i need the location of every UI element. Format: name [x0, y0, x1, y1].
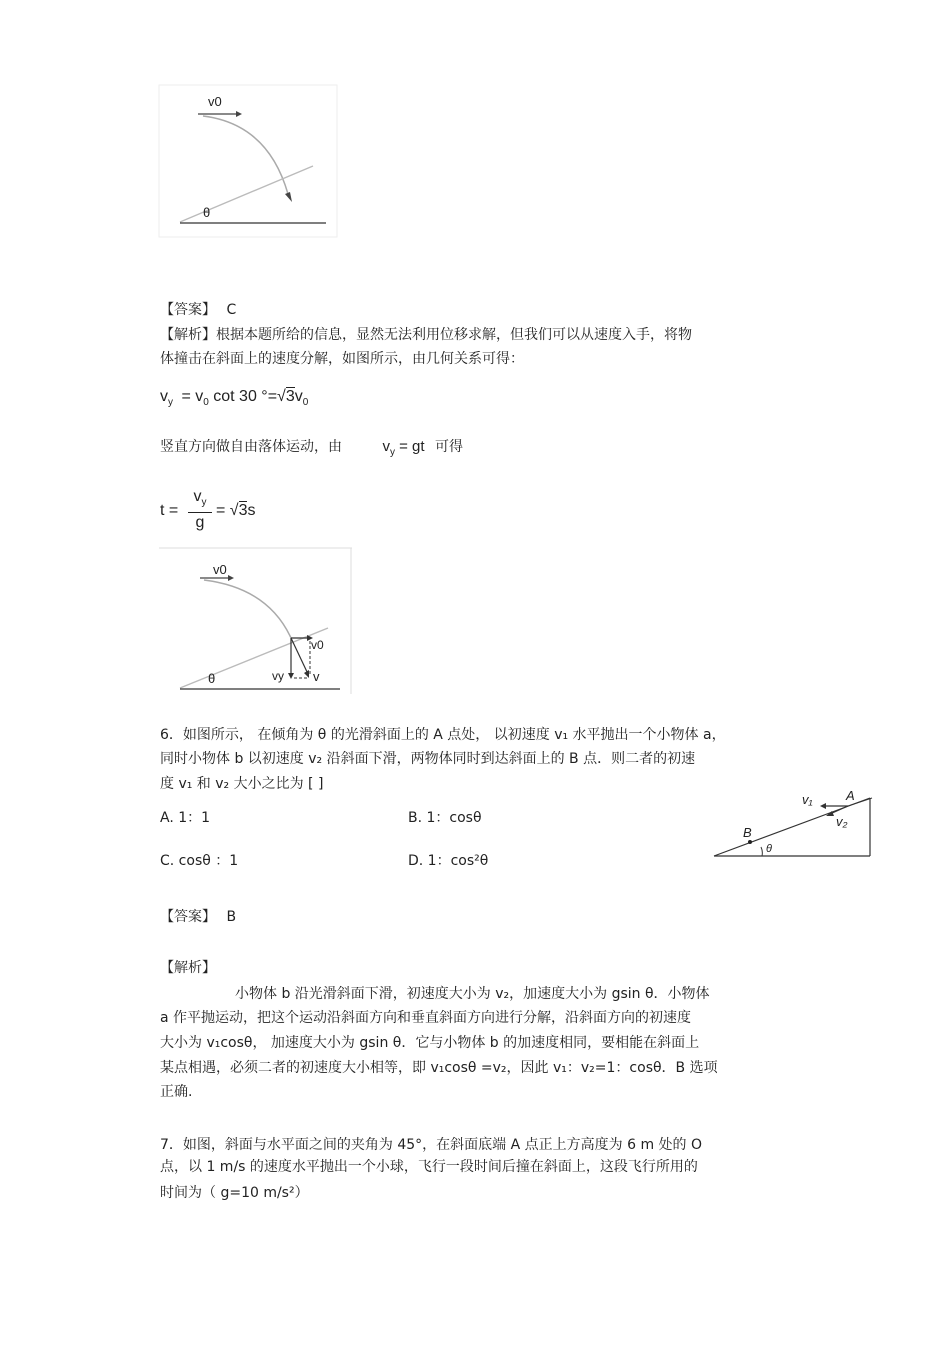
fig3-b-label: B	[743, 825, 752, 840]
fig2-theta-label: θ	[208, 671, 216, 686]
analysis-1-line1	[160, 326, 692, 344]
fig1-v0-label: v0	[208, 94, 222, 109]
sqrt-symbol-2: √	[229, 502, 239, 519]
analysis-2-label: 【解析】	[160, 960, 216, 976]
figure-incline-two-objects	[710, 784, 875, 860]
eq2-root: 3	[238, 502, 248, 519]
fig3-theta-label: θ	[766, 843, 772, 855]
freefall-eq-rest: = gt	[394, 438, 425, 455]
analysis-2-line2: a 作平抛运动，把这个运动沿斜面方向和垂直斜面方向进行分解，沿斜面方向的初速度	[160, 1010, 692, 1026]
q6-line3: 度 v₁ 和 v₂ 大小之比为 [ ]	[160, 776, 324, 792]
eq1-tail: v	[294, 388, 303, 405]
figure-velocity-decomposition	[158, 546, 354, 696]
eq2-num: v	[193, 488, 202, 505]
equation-vy	[160, 388, 308, 408]
q6-option-b: B. 1：cosθ	[408, 810, 482, 826]
eq2-fraction	[188, 488, 212, 533]
freefall-eq: v	[382, 438, 390, 455]
fig3-a-label: A	[846, 788, 855, 803]
q7-line1: 7．如图，斜面与水平面之间的夹角为 45°，在斜面底端 A 点正上方高度为 6 m 处的 O	[160, 1137, 703, 1153]
q6-option-a: A. 1：1	[160, 810, 211, 826]
eq2-eq: =	[216, 502, 226, 519]
answer-label: 【答案】	[160, 909, 216, 925]
eq2-num-sub: y	[201, 497, 207, 509]
freefall-eq-sub: y	[389, 447, 395, 458]
answer-label: 【答案】	[160, 302, 216, 318]
eq1-rest: cot 30 °=	[208, 388, 278, 405]
answer-1	[160, 301, 236, 319]
eq1-tail-sub: 0	[302, 397, 309, 409]
eq1-mid-sub: 0	[203, 397, 209, 409]
fig1-theta-label: θ	[203, 205, 211, 220]
analysis-2-line5: 正确.	[160, 1084, 193, 1100]
q6-option-c: C. cosθ ：1	[160, 853, 239, 869]
freefall-text: 竖直方向做自由落体运动，由	[160, 439, 342, 455]
eq2-den: g	[195, 514, 205, 532]
q6-line2: 同时小物体 b 以初速度 v₂ 沿斜面下滑，两物体同时到达斜面上的 B 点．则二者的初速	[160, 751, 696, 767]
analysis-2-line3: 大小为 v₁cosθ， 加速度大小为 gsin θ．它与小物体 b 的加速度相同，要相能在斜面上	[160, 1035, 700, 1051]
freefall-line	[160, 438, 463, 462]
answer-value: C	[226, 302, 237, 318]
answer-value: B	[226, 909, 237, 925]
eq2-t: t =	[160, 502, 179, 519]
analysis-label: 【解析】	[160, 327, 216, 343]
eq1-lhs-sub: y	[168, 397, 173, 409]
answer-2	[160, 908, 236, 926]
figure-projectile-incline	[158, 84, 340, 240]
fig3-v2-label: v₂	[836, 814, 848, 829]
analysis-1-line2: 体撞击在斜面上的速度分解，如图所示，由几何关系可得：	[160, 351, 524, 367]
q7-line3: 时间为（ g=10 m/s²）	[160, 1185, 309, 1201]
freefall-suffix: 可得	[435, 439, 464, 455]
fig2-v-label: v	[313, 669, 320, 684]
analysis-2-line4: 某点相遇，必须二者的初速度大小相等，即 v₁cosθ =v₂，因此 v₁：v₂=1：cosθ．B 选项	[160, 1060, 718, 1076]
eq1-lhs: v	[160, 388, 168, 405]
eq1-mid: = v	[181, 388, 204, 405]
q7-line2: 点，以 1 m/s 的速度水平抛出一个小球，飞行一段时间后撞在斜面上，这段飞行所用的	[160, 1159, 698, 1175]
eq1-root: 3	[285, 388, 295, 405]
q6-line1: 6．如图所示， 在倾角为 θ 的光滑斜面上的 A 点处， 以初速度 v₁ 水平抛出一个小物体 a，	[160, 727, 726, 743]
fig2-vy-label: vy	[272, 669, 284, 683]
fig3-v1-label: v₁	[802, 792, 813, 807]
fig2-v0-label: v0	[213, 562, 227, 577]
q6-option-d: D. 1：cos²θ	[408, 853, 489, 869]
analysis-text: 根据本题所给的信息，显然无法利用位移求解，但我们可以从速度入手，将物	[216, 327, 692, 343]
sqrt-symbol: √	[277, 388, 286, 405]
fig2-v0-small-label: v0	[311, 638, 324, 652]
analysis-2-line1: 小物体 b 沿光滑斜面下滑，初速度大小为 v₂，加速度大小为 gsin θ．小物体	[235, 986, 710, 1002]
eq2-unit: s	[247, 502, 256, 519]
